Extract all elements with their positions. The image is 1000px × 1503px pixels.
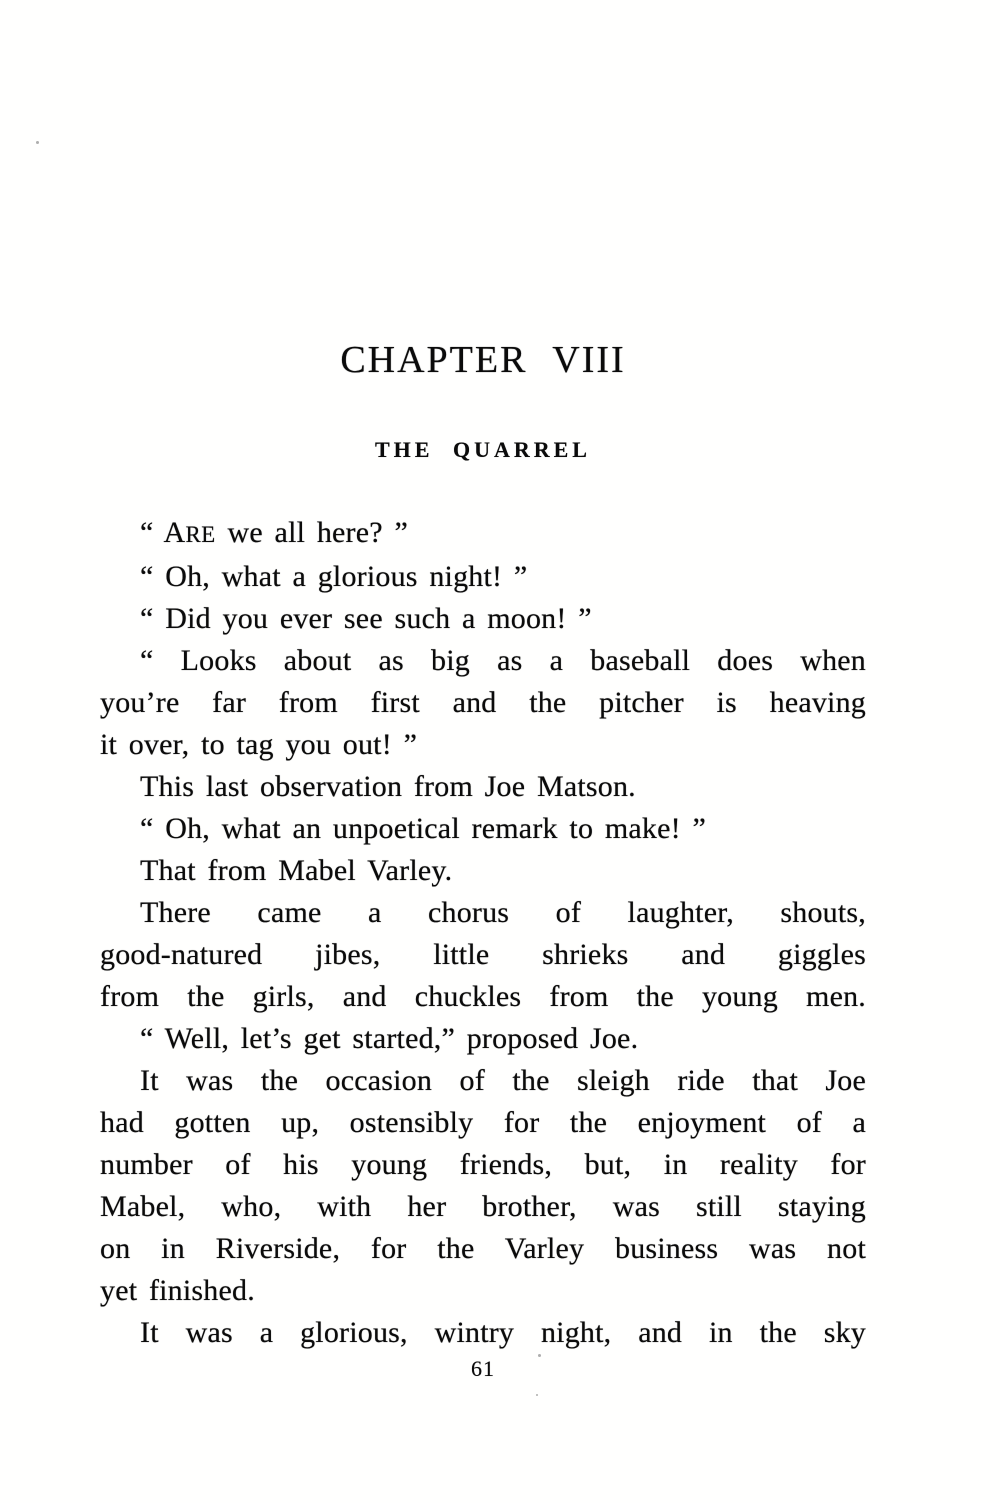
body-line: That from Mabel Varley. [140,854,453,887]
scan-speck [36,141,39,144]
body-line: It was a glorious, wintry night, and in the sky [140,1316,866,1349]
page-number: 61 [471,1356,495,1381]
body-line: it over, to tag you out! ” [100,728,418,761]
body-line: It was the occasion of the sleigh ride that Joe [140,1064,866,1097]
body-line: number of his young friends, but, in reality for [100,1148,866,1181]
body-line: “ Oh, what a glorious night! ” [140,560,528,593]
body-line: “ Did you ever see such a moon! ” [140,602,592,635]
body-line: There came a chorus of laughter, shouts, [140,896,866,929]
body-line: yet finished. [100,1274,255,1307]
body-line: had gotten up, ostensibly for the enjoyment of a [100,1106,866,1139]
body-line: good-natured jibes, little shrieks and giggles [100,938,866,971]
body-line: you’re far from first and the pitcher is heaving [100,686,866,719]
chapter-heading: CHAPTER VIII [340,339,626,381]
body-line: from the girls, and chuckles from the young men. [100,980,866,1013]
body-line: “ Looks about as big as a baseball does when [140,644,866,677]
body-line: “ Well, let’s get started,” proposed Joe. [140,1022,639,1055]
scan-speck [536,1394,538,1396]
body-line: on in Riverside, for the Varley business was not [100,1232,866,1265]
body-line: This last observation from Joe Matson. [140,770,636,803]
body-line: “ ARE we all here? ” [140,516,408,549]
section-title: THE QUARREL [375,437,591,462]
body-line: “ Oh, what an unpoetical remark to make! ” [140,812,707,845]
text-column [100,0,866,1382]
body-line: Mabel, who, with her brother, was still staying [100,1190,866,1223]
body-text [100,512,866,1354]
